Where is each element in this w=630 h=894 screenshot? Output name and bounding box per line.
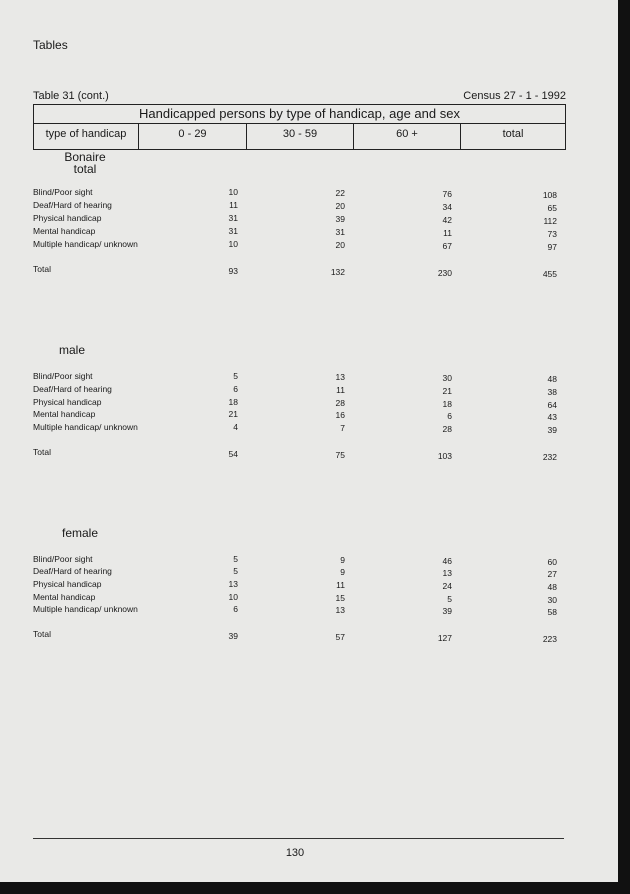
cell-value: 57	[335, 632, 345, 642]
row-label: Deaf/Hard of hearing	[33, 566, 112, 576]
row-label: Blind/Poor sight	[33, 371, 93, 381]
cell-value: 20	[335, 240, 345, 250]
cell-value: 9	[340, 555, 345, 565]
row-label: Deaf/Hard of hearing	[33, 200, 112, 210]
row-label: Mental handicap	[33, 226, 96, 236]
cell-value: 10	[228, 239, 238, 249]
cell-value: 43	[547, 412, 557, 422]
cell-value: 20	[335, 201, 345, 211]
cell-value: 223	[542, 634, 557, 644]
section-header: Tables	[33, 38, 68, 52]
column-header: total	[502, 128, 524, 140]
column-header: 0 - 29	[139, 124, 247, 149]
cell-value: 39	[547, 425, 557, 435]
cell-value: 64	[547, 400, 557, 410]
cell-value: 48	[547, 374, 557, 384]
cell-value: 6	[233, 604, 238, 614]
cell-value: 18	[228, 397, 238, 407]
cell-value: 39	[335, 214, 345, 224]
cell-value: 28	[442, 424, 452, 434]
cell-value: 58	[547, 607, 557, 617]
column-header: 60 +	[354, 124, 461, 149]
cell-value: 97	[547, 242, 557, 252]
table-header-box	[33, 104, 566, 150]
table-title: Handicapped persons by type of handicap, age and sex	[34, 105, 565, 124]
cell-value: 5	[233, 566, 238, 576]
row-label: Blind/Poor sight	[33, 554, 93, 564]
cell-value: 65	[547, 203, 557, 213]
cell-value: 112	[543, 216, 557, 226]
cell-value: 42	[442, 215, 452, 225]
cell-value: 31	[228, 213, 238, 223]
cell-value: 5	[233, 371, 238, 381]
cell-value: 5	[447, 594, 452, 604]
cell-value: 13	[228, 579, 238, 589]
scan-edge-bottom	[0, 882, 630, 894]
region-label: Bonaire	[64, 150, 106, 164]
cell-value: 21	[442, 386, 452, 396]
cell-value: 73	[547, 229, 557, 239]
cell-value: 5	[233, 554, 238, 564]
cell-value: 30	[442, 373, 452, 383]
section-label: female	[61, 526, 99, 540]
row-label: Multiple handicap/ unknown	[33, 239, 138, 249]
cell-value: 46	[442, 556, 452, 566]
total-label: Total	[33, 447, 51, 457]
cell-value: 18	[442, 399, 452, 409]
cell-value: 230	[437, 268, 452, 278]
cell-value: 6	[447, 411, 452, 421]
cell-value: 31	[335, 227, 345, 237]
cell-value: 15	[335, 593, 345, 603]
cell-value: 34	[442, 202, 452, 212]
cell-value: 232	[542, 452, 557, 462]
section-label: male	[58, 343, 85, 357]
cell-value: 10	[228, 187, 238, 197]
section-label: total	[73, 162, 97, 176]
cell-value: 13	[335, 605, 345, 615]
cell-value: 11	[229, 200, 238, 210]
cell-value: 39	[228, 631, 238, 641]
row-label: Multiple handicap/ unknown	[33, 422, 138, 432]
row-label: Mental handicap	[33, 409, 96, 419]
cell-value: 16	[335, 410, 345, 420]
cell-value: 127	[437, 633, 452, 643]
cell-value: 54	[228, 449, 238, 459]
row-label: Multiple handicap/ unknown	[33, 604, 138, 614]
census-date: Census 27 - 1 - 1992	[463, 90, 566, 102]
total-label: Total	[33, 264, 51, 274]
total-label: Total	[33, 629, 51, 639]
cell-value: 132	[330, 267, 345, 277]
cell-value: 4	[233, 422, 238, 432]
cell-value: 11	[336, 385, 345, 395]
page-number: 130	[285, 847, 305, 859]
cell-value: 60	[547, 557, 557, 567]
cell-value: 28	[335, 398, 345, 408]
cell-value: 13	[335, 372, 345, 382]
column-header: 30 - 59	[247, 124, 354, 149]
cell-value: 39	[442, 606, 452, 616]
scan-edge-right	[618, 0, 630, 894]
cell-value: 21	[228, 409, 238, 419]
cell-value: 103	[437, 451, 452, 461]
cell-value: 38	[547, 387, 557, 397]
row-label: Physical handicap	[33, 579, 102, 589]
table-name: Table 31 (cont.)	[33, 90, 109, 102]
column-headers	[34, 124, 565, 149]
cell-value: 6	[233, 384, 238, 394]
cell-value: 9	[340, 567, 345, 577]
row-label: Blind/Poor sight	[33, 187, 93, 197]
cell-value: 76	[442, 189, 452, 199]
cell-value: 67	[442, 241, 452, 251]
cell-value: 11	[336, 580, 345, 590]
row-label: Physical handicap	[33, 213, 102, 223]
cell-value: 75	[335, 450, 345, 460]
cell-value: 31	[228, 226, 238, 236]
cell-value: 93	[228, 266, 238, 276]
cell-value: 455	[542, 269, 557, 279]
column-header: type of handicap	[34, 124, 139, 149]
cell-value: 11	[443, 228, 452, 238]
footer-rule	[33, 838, 564, 839]
row-label: Mental handicap	[33, 592, 96, 602]
cell-value: 22	[335, 188, 345, 198]
row-label: Physical handicap	[33, 397, 102, 407]
cell-value: 24	[442, 581, 452, 591]
cell-value: 7	[340, 423, 345, 433]
row-label: Deaf/Hard of hearing	[33, 384, 112, 394]
cell-value: 48	[547, 582, 557, 592]
cell-value: 10	[228, 592, 238, 602]
cell-value: 30	[547, 595, 557, 605]
cell-value: 27	[547, 569, 557, 579]
cell-value: 108	[542, 190, 557, 200]
cell-value: 13	[442, 568, 452, 578]
